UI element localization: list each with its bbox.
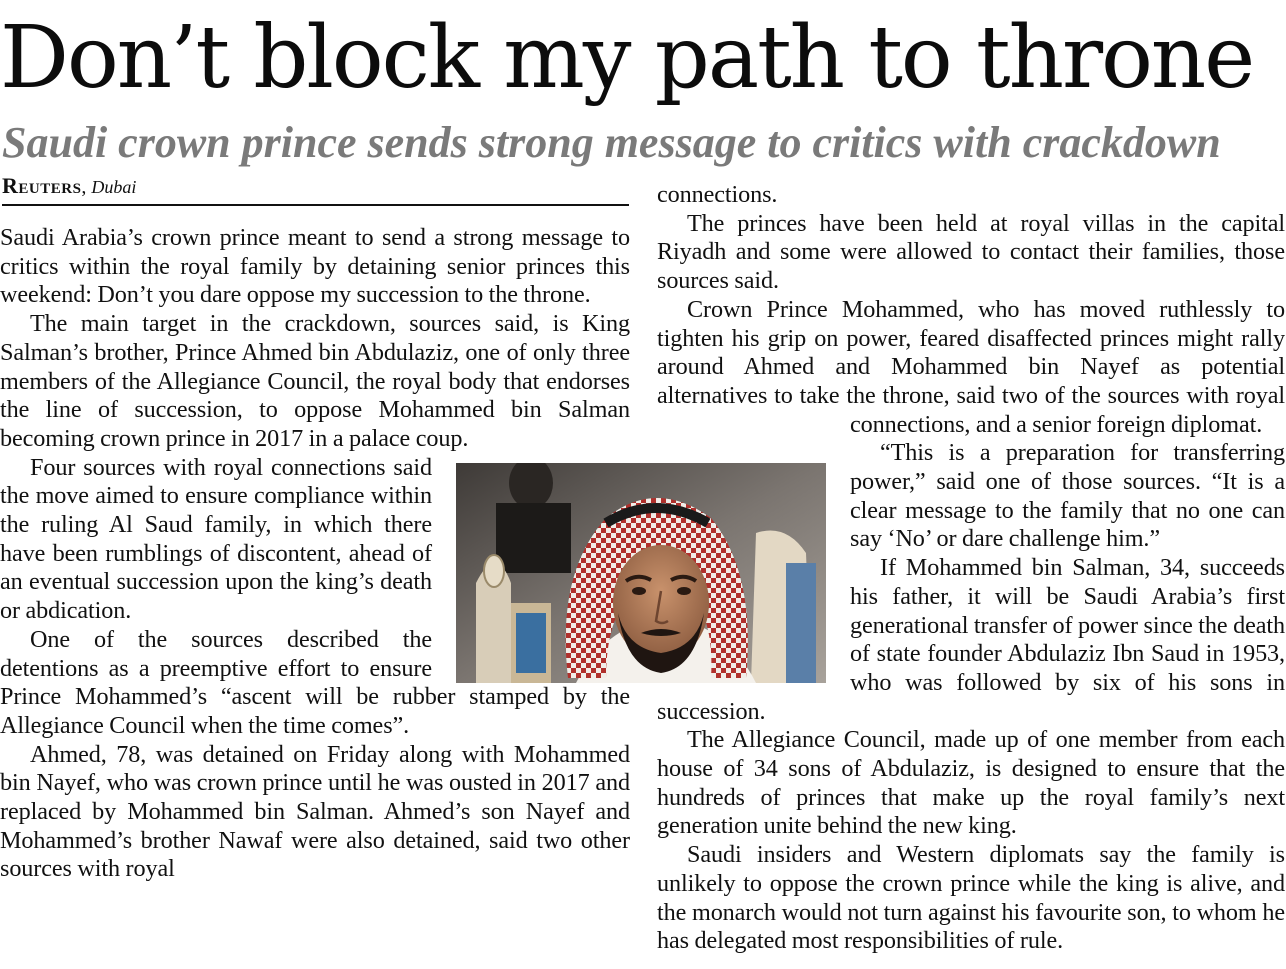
byline-agency: Reuters xyxy=(2,173,82,198)
paragraph: Saudi insiders and Western diplomats say the family is unlikely to oppose the crown prince while the king is alive, and the monarch would not turn against his favourite son, to whom he has delegated most responsibilities of rule. xyxy=(657,841,1285,955)
paragraph: One of the sources described the detentions as a preemptive effort to ensure Prince Mohammed’s “ascent will be rubber stamped by the Allegiance Council when the time comes”. xyxy=(0,625,630,739)
paragraph: Saudi Arabia’s crown prince meant to send a strong message to critics within the royal family by detaining senior princes this weekend: Don’t you dare oppose my succession to the throne. xyxy=(0,224,630,309)
paragraph: The Allegiance Council, made up of one member from each house of 34 sons of Abdulaziz, is designed to ensure that the hundreds of princes that make up the royal family’s next generation unite behind the new king. xyxy=(657,726,1285,840)
headline: Don’t block my path to throne xyxy=(0,8,1254,108)
paragraph: Ahmed, 78, was detained on Friday along with Mohammed bin Nayef, who was crown prince until he was ousted in 2017 and replaced by Mohammed bin Salman. Ahmed’s son Nayef and Mohammed’s brother Nawaf were also detained, said two other sources with royal xyxy=(0,740,630,883)
byline-location: Dubai xyxy=(91,177,137,197)
paragraph: Four sources with royal connections said the move aimed to ensure compliance within the ruling Al Saud family, in which there have been rumblings of discontent, ahead of an eventual succession upon the king’s death or abdication. xyxy=(0,453,432,625)
byline xyxy=(2,172,629,206)
paragraph: The main target in the crackdown, sources said, is King Salman’s brother, Prince Ahmed bin Abdulaziz, one of only three members of the Allegiance Council, the royal body that endorses the line of succession, to oppose Mohammed bin Salman becoming crown prince in 2017 in a palace coup. xyxy=(0,310,630,452)
paragraph: The princes have been held at royal villas in the capital Riyadh and some were allowed to contact their families, those sources said. xyxy=(657,209,1285,295)
portrait-illustration xyxy=(456,463,826,683)
paragraph: Crown Prince Mohammed, who has moved ruthlessly to tighten his grip on power, feared disaffected princes might rally around Ahmed and Mohammed bin Nayef as potential alternatives to take the throne, said two of the sources with royal connections, and a senior foreign diplomat. xyxy=(657,295,1285,438)
subhead: Saudi crown prince sends strong message to critics with crackdown xyxy=(2,118,1221,167)
crown-prince-photo xyxy=(456,463,826,683)
byline-separator: , xyxy=(81,176,92,198)
paragraph: If Mohammed bin Salman, 34, succeeds his father, it will be Saudi Arabia’s first generational transfer of power since the death of state founder Abdulaziz Ibn Saud in 1953, who was followed by six of his sons in succession. xyxy=(657,554,1285,725)
paragraph: “This is a preparation for transferring power,” said one of those sources. “It is a clear message to the family that no one can say ‘No’ or dare challenge him.” xyxy=(850,439,1285,553)
paragraph: connections. xyxy=(657,181,778,208)
